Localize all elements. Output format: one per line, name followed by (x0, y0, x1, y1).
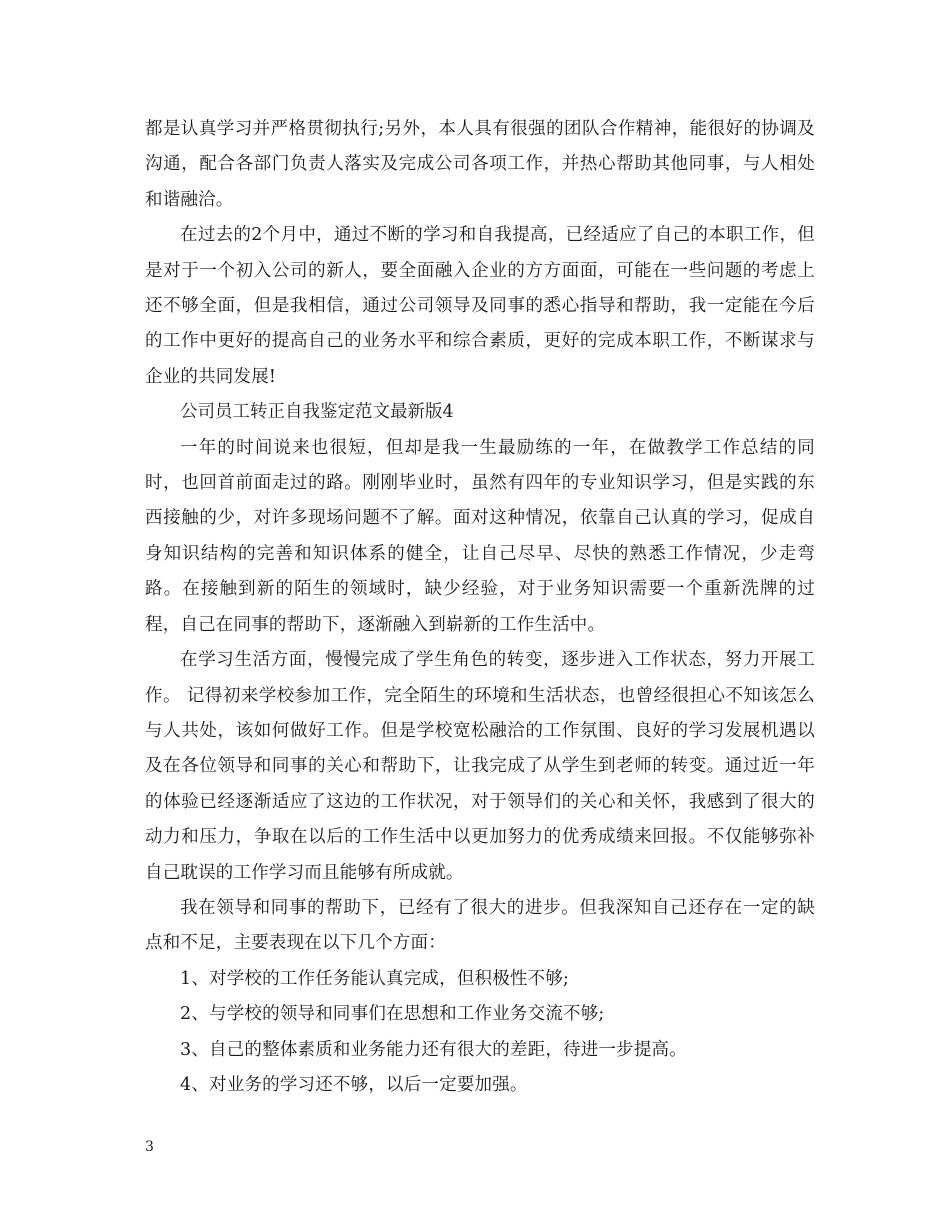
paragraph-adaptation: 在过去的2个月中，通过不断的学习和自我提高，已经适应了自己的本职工作，但是对于一个初入公司的新人，要全面融入企业的方方面面，可能在一些问题的考虑上还不够全面，但是我相信，通过公司领导及同事的悉心指导和帮助，我一定能在今后的工作中更好的提高自己的业务水平和综合素质，更好的完成本职工作，不断谋求与企业的共同发展! (145, 225, 815, 387)
paragraph-study-life: 在学习生活方面，慢慢完成了学生角色的转变，逐步进入工作状态，努力开展工作。 记得初来学校参加工作，完全陌生的环境和生活状态，也曾经很担心不知该怎么与人共处，该如何做好工作。但是学校宽松融洽的工作氛围、良好的学习发展机遇以及在各位领导和同事的关心和帮助下，让我完成了从学生到老师的转变。通过近一年的体验已经逐渐适应了这边的工作状况，对于领导们的关心和关怀，我感到了很大的动力和压力，争取在以后的工作生活中以更加努力的优秀成绩来回报。不仅能够弥补自己耽误的工作学习而且能够有所成就。 (145, 650, 815, 883)
paragraph-continuation: 都是认真学习并严格贯彻执行;另外，本人具有很强的团队合作精神，能很好的协调及沟通，配合各部门负责人落实及完成公司各项工作，并热心帮助其他同事，与人相处和谐融洽。 (145, 119, 815, 210)
page-number: 3 (145, 1139, 154, 1155)
list-item-3: 3、自己的整体素质和业务能力还有很大的差距，待进一步提高。 (180, 1039, 687, 1060)
list-item-2: 2、与学校的领导和同事们在思想和工作业务交流不够; (180, 1004, 605, 1025)
list-item-4: 4、对业务的学习还不够，以后一定要加强。 (180, 1074, 528, 1095)
paragraph-first-year: 一年的时间说来也很短，但却是我一生最励练的一年，在做教学工作总结的同时，也回首前面走过的路。刚刚毕业时，虽然有四年的专业知识学习，但是实践的东西接触的少，对许多现场问题不了解。面对这种情况，依靠自己认真的学习，促成自身知识结构的完善和知识体系的健全，让自己尽早、尽快的熟悉工作情况，少走弯路。在接触到新的陌生的领域时，缺少经验，对于业务知识需要一个重新洗牌的过程，自己在同事的帮助下，逐渐融入到崭新的工作生活中。 (145, 437, 815, 635)
list-item-1: 1、对学校的工作任务能认真完成，但积极性不够; (180, 968, 570, 989)
section-heading: 公司员工转正自我鉴定范文最新版4 (180, 402, 454, 423)
paragraph-shortcomings-intro: 我在领导和同事的帮助下，已经有了很大的进步。但我深知自己还存在一定的缺点和不足，主要表现在以下几个方面： (145, 897, 815, 954)
document-page (145, 112, 815, 1103)
